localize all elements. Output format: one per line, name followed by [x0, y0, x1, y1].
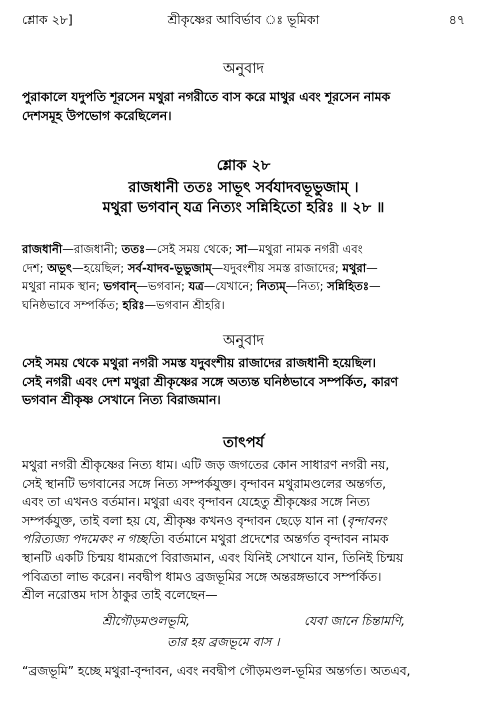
purport-line: সম্পর্কযুক্ত, তাই বলা হয় যে, শ্রীকৃষ্ণ কখনও বৃন্দাবন ছেড়ে যান না (বৃন্দাবনং [22, 513, 387, 528]
purport-heading: তাৎপর্য [222, 435, 265, 451]
verse-heading: শ্লোক ২৮ [216, 158, 271, 174]
synonyms-line: রাজধানী—রাজধানী; ততঃ—সেই সময় থেকে; সা—মথুরা নামক নগরী এবং [22, 242, 363, 256]
poem-phrase: শ্রীগৌড়মণ্ডলভূমি, [102, 614, 190, 628]
translation-1-text [22, 88, 465, 125]
translation-1-line: দেশসমূহ উপভোগ করেছিলেন। [22, 108, 172, 123]
closing-line: “ব্রজভূমি” হচ্ছে মথুরা-বৃন্দাবন, এবং নবদ্বীপ গৌড়মণ্ডল-ভূমির অন্তর্গত। অতএব, [22, 664, 411, 678]
translation-2-line: ভগবান শ্রীকৃষ্ণ সেখানে নিত্য বিরাজমান। [22, 393, 221, 408]
synonyms-block [22, 240, 465, 314]
purport-line: স্থানটি একটি চিন্ময় ধামরূপে বিরাজমান, এবং যিনিই সেখানে যান, তিনিই চিন্ময় [22, 550, 404, 565]
synonyms-line: মথুরা নামক স্থান; ভগবান্—ভগবান; যত্র—যেখানে; নিত্যম্—নিত্য; সন্নিহিতঃ— [22, 279, 381, 294]
purport-line: এবং তা এখনও বর্তমান। মথুরা এবং বৃন্দাবন যেহেতু শ্রীকৃষ্ণের সঙ্গে নিত্য [22, 495, 370, 510]
header-verse-ref: শ্লোক ২৮] [22, 12, 73, 27]
translation-heading-1: অনুবাদ [222, 61, 265, 77]
purport-line: সেই স্থানটি ভগবানের সঙ্গে নিত্য সম্পর্কযুক্ত। বৃন্দাবন মথুরামণ্ডলের অন্তর্গত, [22, 476, 387, 491]
translation-2-line: সেই সময় থেকে মথুরা নগরী সমস্ত যদুবংশীয় রাজাদের রাজধানী হয়েছিল। [22, 356, 376, 370]
translation-2-line: সেই নগরী এবং দেশ মথুরা শ্রীকৃষ্ণের সঙ্গে অত্যন্ত ঘনিষ্ঠভাবে সম্পর্কিত, কারণ [22, 374, 398, 389]
sanskrit-quote: বৃন্দাবনং [346, 513, 387, 528]
verse-text [22, 178, 465, 218]
verse-line: রাজধানী ততঃ সাভূৎ সর্বযাদবভূভুজাম্ । [128, 180, 359, 196]
translation-heading-2: অনুবাদ [222, 333, 265, 349]
purport-line: মথুরা নগরী শ্রীকৃষ্ণের নিত্য ধাম। এটি জড় জগতের কোন সাধারণ নগরী নয়, [22, 458, 390, 472]
purport-line: পবিত্রতা লাভ করেন। নবদ্বীপ ধামও ব্রজভূমির সঙ্গে অন্তরঙ্গভাবে সম্পর্কিত। [22, 569, 382, 584]
poem-phrase: তার হয় ব্রজভূমে বাস । [167, 635, 280, 649]
poem-phrase: যেবা জানে চিন্তামণি, [304, 614, 406, 628]
purport-line: পরিত্যজ্য পদমেকং ন গচ্ছতি। বর্তমানে মথুরা প্রদেশের অন্তর্গত বৃন্দাবন নামক [22, 532, 389, 547]
verse-line: মথুরা ভগবান্ যত্র নিত্যং সন্নিহিতো হরিঃ ॥ ২৮ ॥ [102, 200, 385, 216]
header-chapter-title: শ্রীকৃষ্ণের আবির্ভাব ঃ ভূমিকা [167, 12, 320, 27]
purport-text [22, 456, 465, 605]
page-header [22, 12, 465, 28]
translation-1-line: পুরাকালে যদুপতি শূরসেন মথুরা নগরীতে বাস করে মাথুর এবং শূরসেন নামক [22, 90, 391, 104]
purport-line: শ্রীল নরোত্তম দাস ঠাকুর তাই বলেছেন— [22, 588, 218, 603]
sanskrit-quote: পরিত্যজ্য পদমেকং ন গচ্ছতি [22, 532, 160, 547]
synonyms-line: দেশ; অভূৎ—হয়েছিল; সর্ব-যাদব-ভূভুজাম্—যদুবংশীয় সমস্ত রাজাদের; মথুরা— [22, 260, 378, 275]
header-page-number: ৪৭ [448, 12, 465, 27]
synonyms-line: ঘনিষ্ঠভাবে সম্পর্কিত; হরিঃ—ভগবান শ্রীহরি। [22, 297, 225, 312]
translation-2-text [22, 354, 465, 410]
